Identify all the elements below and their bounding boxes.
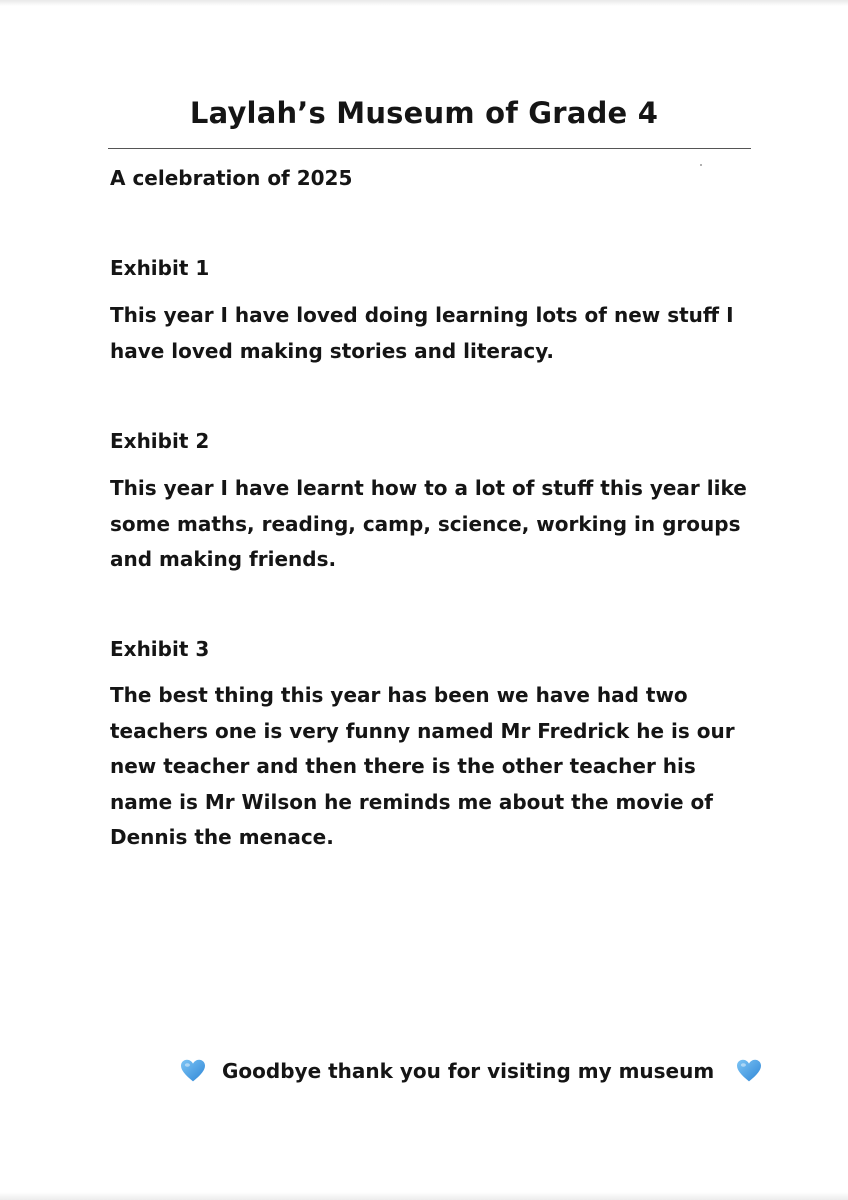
exhibit-text: This year I have loved doing learning lots of new stuff I have loved making stories and literacy. <box>110 303 734 363</box>
title-divider <box>108 148 751 149</box>
scan-speck <box>700 164 702 166</box>
blue-heart-icon <box>180 1059 206 1083</box>
footer-message <box>180 1053 762 1089</box>
page-edge-top <box>0 0 848 6</box>
exhibit-text: The best thing this year has been we have had two teachers one is very funny named Mr Fredrick he is our new teacher and then there is the other teacher his name is Mr Wilson he reminds me about the movie of Dennis the menace. <box>110 683 735 849</box>
exhibit-heading: Exhibit 1 <box>110 256 210 280</box>
exhibit-heading: Exhibit 3 <box>110 637 210 661</box>
page-title: Laylah’s Museum of Grade 4 <box>189 96 659 130</box>
exhibit-text: This year I have learnt how to a lot of stuff this year like some maths, reading, camp, science, working in groups and making friends. <box>110 476 747 571</box>
footer-text: Goodbye thank you for visiting my museum <box>222 1059 715 1083</box>
blue-heart-icon <box>736 1059 762 1083</box>
page-subtitle: A celebration of 2025 <box>110 166 353 190</box>
exhibit-heading: Exhibit 2 <box>110 429 210 453</box>
page-edge-bottom <box>0 1192 848 1200</box>
